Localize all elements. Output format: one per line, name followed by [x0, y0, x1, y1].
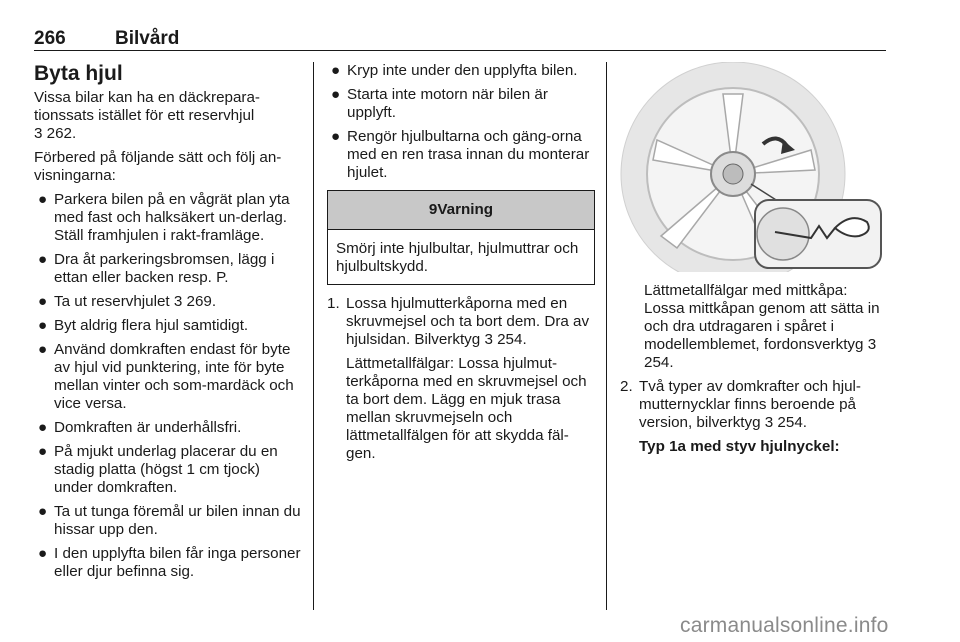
step-item [327, 295, 595, 463]
column-1 [34, 62, 302, 587]
column-divider [313, 62, 314, 610]
precaution-list-continued [327, 62, 595, 182]
figure-caption: Lättmetallfälgar med mittkåpa: Lossa mittkåpan genom att sätta in och dra utdragaren i spåret i modellemblemet, fordonsverktyg 3 254. [644, 282, 880, 371]
bullet-icon: ● [38, 293, 48, 310]
bullet-icon: ● [38, 341, 48, 358]
intro-text: Vissa bilar kan ha en däckrepara-tionssats istället för ett reservhjul [34, 89, 260, 124]
list-item: ● Kryp inte under den upplyfta bilen. [331, 62, 578, 79]
step-text-alloy: Lättmetallfälgar: Lossa hjulmut-terkåporna med en skruvmejsel och ta bort dem. Lägg en mjuk trasa mellan skruvmejseln och lättmetallfälgen för att skydda fäl-gen. [346, 355, 587, 462]
warning-box [327, 190, 595, 285]
list-item: ● Ta ut reservhjulet 3 269. [38, 293, 217, 310]
warning-text: Smörj inte hjulbultar, hjulmuttrar och hjulbultskydd. [336, 240, 579, 275]
warning-title: Varning [437, 201, 494, 218]
watermark: carmanualsonline.info [680, 614, 889, 637]
list-item: ● Använd domkraften endast för byte av hjul vid punktering, inte för byte mellan vinter och som-mardäck och vice versa. [38, 341, 294, 412]
list-item: ● Rengör hjulbultarna och gäng-orna med en ren trasa innan du monterar hjulet. [331, 128, 590, 181]
section-title: Byta hjul [34, 62, 123, 85]
bullet-icon: ● [38, 443, 48, 460]
step-subheading: Typ 1a med styv hjulnyckel: [639, 438, 840, 455]
precaution-list [34, 191, 302, 581]
instructions-paragraph: Förbered på följande sätt och följ an-visningarna: [34, 149, 282, 184]
column-3 [620, 62, 888, 462]
list-item: ● Domkraften är underhållsfri. [38, 419, 242, 436]
step-list [327, 295, 595, 463]
wheel-illustration [615, 62, 883, 272]
list-item: ● På mjukt underlag placerar du en stadig platta (högst 1 cm tjock) under domkraften. [38, 443, 278, 496]
bullet-icon: ● [38, 419, 48, 436]
list-item: ● Ta ut tunga föremål ur bilen innan du hissar upp den. [38, 503, 301, 538]
bullet-icon: ● [38, 317, 48, 334]
step-text: Två typer av domkrafter och hjul-mutternycklar finns beroende på version, bilverktyg 3 254. [639, 378, 861, 431]
step-number: 2. [620, 378, 633, 395]
intro-paragraph [34, 89, 302, 143]
bullet-icon: ● [38, 251, 48, 268]
step-text: Lossa hjulmutterkåporna med en skruvmejsel och ta bort dem. Dra av hjulsidan. Bilverktyg 3 254. [346, 295, 590, 348]
list-item: ● Starta inte motorn när bilen är upplyft. [331, 86, 548, 121]
bullet-icon: ● [38, 545, 48, 562]
bullet-icon: ● [331, 62, 341, 79]
warning-header [328, 191, 594, 230]
page-number: 266 [34, 28, 66, 49]
column-divider [606, 62, 607, 610]
wheel-cap-icon [615, 62, 883, 272]
list-item: ● I den upplyfta bilen får inga personer eller djur befinna sig. [38, 545, 301, 580]
bullet-icon: ● [38, 191, 48, 208]
bullet-icon: ● [38, 503, 48, 520]
list-item: ● Byt aldrig flera hjul samtidigt. [38, 317, 249, 334]
cross-reference[interactable]: 3 262. [34, 125, 77, 142]
warning-icon: 9 [428, 201, 438, 218]
step-list-continued [620, 378, 888, 456]
page-header [34, 28, 886, 51]
step-item [620, 378, 888, 456]
running-head: Bilvård [115, 28, 180, 49]
column-2 [327, 62, 595, 469]
list-item: ● Parkera bilen på en vågrät plan yta med fast och halksäkert un-derlag. Ställ framhjulen i rakt-framläge. [38, 191, 290, 244]
list-item: ● Dra åt parkeringsbromsen, lägg i ettan eller backen resp. P. [38, 251, 275, 286]
step-number: 1. [327, 295, 340, 312]
bullet-icon: ● [331, 128, 341, 145]
bullet-icon: ● [331, 86, 341, 103]
